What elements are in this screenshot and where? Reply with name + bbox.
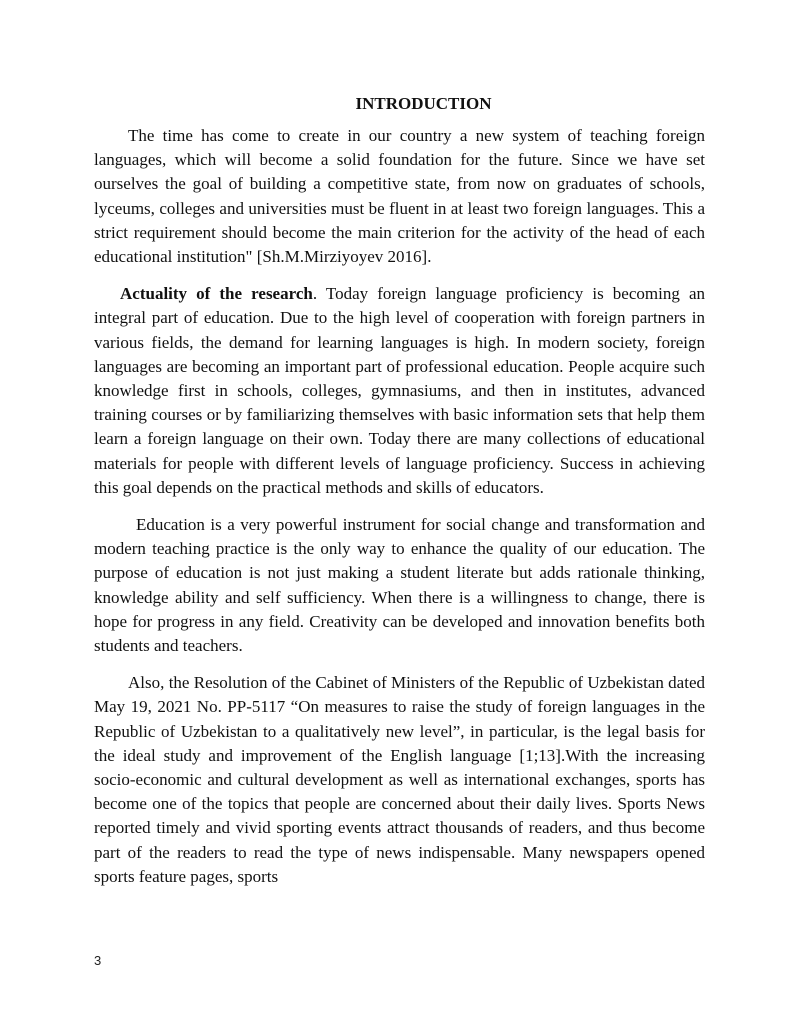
- section-title: INTRODUCTION: [355, 94, 492, 113]
- paragraph-4-text: Also, the Resolution of the Cabinet of Ministers of the Republic of Uzbekistan dated May 19, 2021 No. PP-5117 “On measures to raise the study of foreign languages in the Republic of Uzbekistan to a qualitatively new level”, in particular, is the legal basis for the ideal study and improvement of the English language [1;13].With the increasing socio-economic and cultural development as well as international exchanges, sports has become one of the topics that people are concerned about their daily lives. Sports News reported timely and vivid sporting events attract thousands of readers, and thus become part of the readers to read the type of news indispensable. Many newspapers opened sports feature pages, sports: [94, 673, 705, 886]
- paragraph-2-lead: Actuality of the research: [120, 284, 313, 304]
- paragraph-4: [94, 671, 705, 889]
- paragraph-3: [94, 513, 705, 658]
- paragraph-3-text: Education is a very powerful instrument for social change and transformation and modern teaching practice is the only way to enhance the quality of our education. The purpose of education is not just making a student literate but adds rationale thinking, knowledge ability and self sufficiency. When there is a willingness to change, there is hope for progress in any field. Creativity can be developed and innovation benefits both students and teachers.: [94, 515, 705, 656]
- paragraph-2: [94, 282, 705, 500]
- page-number: 3: [94, 953, 102, 968]
- paragraph-1: [94, 124, 705, 269]
- paragraph-2-text: . Today foreign language proficiency is becoming an integral part of education. Due to the high level of cooperation with foreign partners in various fields, the demand for learning languages is high. In modern society, foreign languages are becoming an important part of professional education. People acquire such knowledge first in schools, colleges, gymnasiums, and then in institutes, advanced training courses or by familiarizing themselves with basic information sets that help them learn a foreign language on their own. Today there are many collections of educational materials for people with different levels of language proficiency. Success in achieving this goal depends on the practical methods and skills of educators.: [94, 284, 705, 497]
- paragraph-1-text: The time has come to create in our country a new system of teaching foreign languages, which will become a solid foundation for the future. Since we have set ourselves the goal of building a competitive state, from now on graduates of schools, lyceums, colleges and universities must be fluent in at least two foreign languages. This a strict requirement should become the main criterion for the activity of the head of each educational institution" [Sh.M.Mirziyoyev 2016].: [94, 126, 705, 267]
- document-page: [94, 92, 705, 889]
